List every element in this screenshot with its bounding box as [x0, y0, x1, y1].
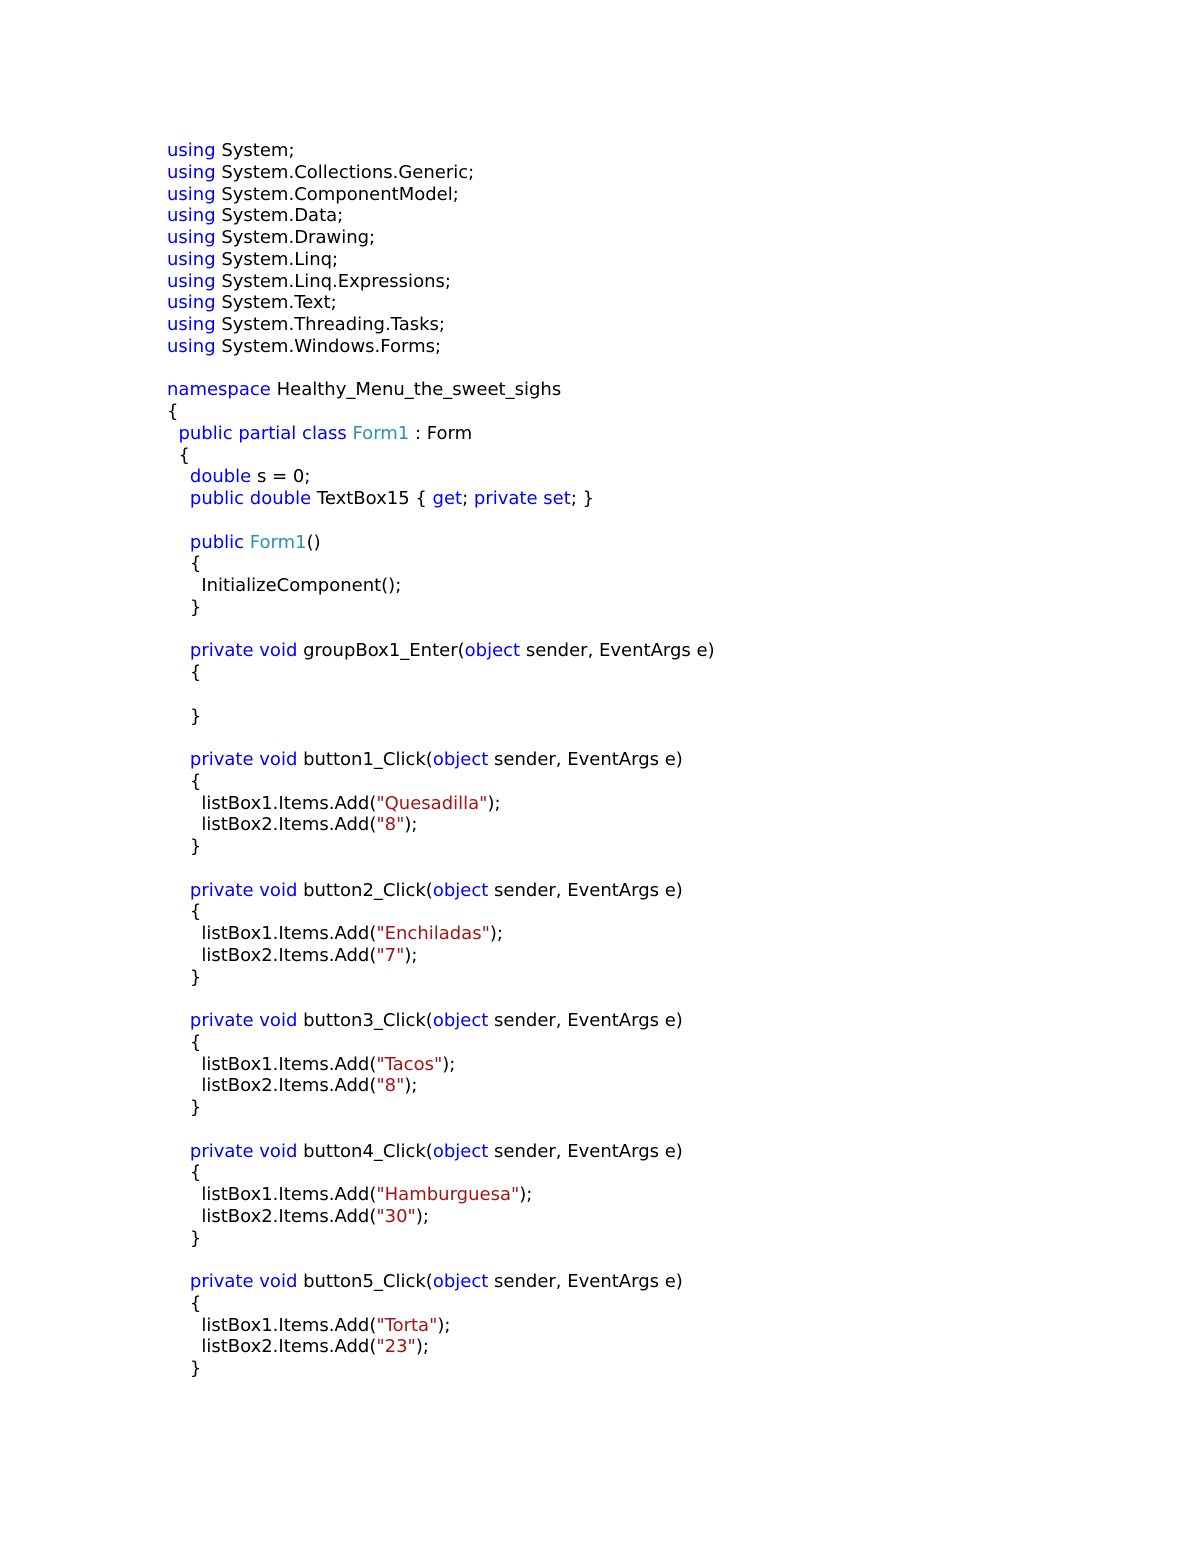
plain-token: TextBox15 {: [311, 488, 433, 509]
code-line: [167, 1184, 715, 1206]
plain-token: {: [167, 1031, 202, 1053]
keyword-token: private: [189, 1271, 254, 1292]
code-line: [167, 1075, 715, 1097]
keyword-token: object: [432, 1140, 489, 1162]
plain-token: listBox1.Items.Add(: [167, 1184, 377, 1205]
plain-token: {: [167, 444, 190, 466]
string-token: "Enchiladas": [376, 923, 490, 944]
code-line: [167, 1054, 715, 1076]
code-line: [167, 1010, 715, 1032]
code-line: [167, 901, 715, 923]
code-line: [167, 814, 715, 836]
plain-token: );: [487, 792, 501, 814]
plain-token: );: [404, 1075, 418, 1097]
code-line: [167, 662, 715, 684]
keyword-token: void: [259, 1010, 298, 1031]
code-line: [167, 1097, 715, 1119]
keyword-token: private: [189, 640, 254, 662]
plain-token: System.Threading.Tasks;: [215, 314, 445, 335]
code-line: [167, 445, 715, 467]
plain-token: button4_Click(: [297, 1140, 433, 1162]
plain-token: [167, 488, 190, 509]
plain-token: sender, EventArgs e): [488, 879, 683, 901]
plain-token: button5_Click(: [297, 1271, 433, 1292]
code-line: [167, 401, 715, 423]
code-line-blank: [167, 727, 715, 749]
code-line: [167, 184, 715, 206]
keyword-token: partial: [238, 422, 297, 444]
plain-token: }: [167, 705, 202, 727]
string-token: "8": [376, 1075, 405, 1097]
code-line: [167, 292, 715, 314]
code-line: [167, 336, 715, 358]
plain-token: );: [415, 1336, 429, 1358]
keyword-token: using: [167, 248, 216, 270]
plain-token: listBox2.Items.Add(: [167, 1336, 377, 1358]
keyword-token: void: [259, 1271, 298, 1292]
plain-token: [167, 423, 178, 444]
plain-token: System.Text;: [215, 292, 337, 314]
keyword-token: object: [432, 879, 489, 901]
plain-token: {: [167, 662, 202, 683]
keyword-token: private: [189, 749, 254, 770]
plain-token: {: [167, 1292, 202, 1314]
keyword-token: object: [464, 640, 521, 662]
keyword-token: using: [167, 227, 216, 248]
keyword-token: using: [167, 314, 216, 335]
code-line: [167, 923, 715, 945]
keyword-token: public: [189, 488, 245, 509]
keyword-token: public: [189, 531, 245, 553]
keyword-token: void: [259, 640, 298, 662]
plain-token: System.Linq;: [215, 248, 339, 270]
keyword-token: namespace: [167, 379, 271, 401]
code-line-blank: [167, 858, 715, 880]
plain-token: ;: [462, 488, 474, 509]
plain-token: System.Drawing;: [215, 227, 376, 248]
code-line: [167, 640, 715, 662]
plain-token: }: [167, 836, 202, 857]
string-token: "Quesadilla": [376, 792, 488, 814]
keyword-token: private: [189, 1140, 254, 1162]
keyword-token: void: [259, 749, 298, 770]
keyword-token: using: [167, 270, 216, 292]
plain-token: }: [167, 1097, 202, 1118]
plain-token: [167, 532, 190, 553]
plain-token: [167, 1010, 190, 1031]
code-line: [167, 1358, 715, 1380]
code-line: [167, 249, 715, 271]
string-token: "23": [376, 1336, 416, 1358]
code-line: [167, 1141, 715, 1163]
string-token: "8": [376, 814, 405, 836]
code-line-blank: [167, 1249, 715, 1271]
keyword-token: object: [432, 1271, 489, 1292]
code-line: [167, 771, 715, 793]
plain-token: System;: [215, 140, 295, 161]
code-line: [167, 532, 715, 554]
keyword-token: using: [167, 205, 216, 227]
plain-token: System.Windows.Forms;: [215, 335, 442, 357]
code-line: [167, 271, 715, 293]
plain-token: {: [167, 901, 202, 923]
keyword-token: using: [167, 161, 216, 183]
code-line: [167, 140, 715, 162]
plain-token: );: [404, 814, 418, 836]
code-line: [167, 379, 715, 401]
code-line: [167, 836, 715, 858]
code-line: [167, 597, 715, 619]
plain-token: }: [167, 1358, 202, 1379]
plain-token: [167, 1271, 190, 1292]
code-line: [167, 880, 715, 902]
plain-token: sender, EventArgs e): [520, 640, 715, 662]
plain-token: System.Collections.Generic;: [215, 161, 475, 183]
plain-token: System.Linq.Expressions;: [215, 270, 451, 292]
code-line: [167, 967, 715, 989]
keyword-token: object: [432, 749, 489, 770]
code-line: [167, 749, 715, 771]
plain-token: button2_Click(: [297, 879, 433, 901]
string-token: "30": [376, 1205, 416, 1227]
plain-token: listBox2.Items.Add(: [167, 1205, 377, 1227]
plain-token: [167, 466, 190, 487]
plain-token: {: [167, 770, 202, 792]
plain-token: {: [167, 401, 179, 422]
plain-token: listBox2.Items.Add(: [167, 944, 377, 966]
plain-token: );: [519, 1184, 533, 1205]
type-token: Form1: [249, 531, 307, 553]
code-line: [167, 706, 715, 728]
code-line: [167, 1271, 715, 1293]
plain-token: listBox1.Items.Add(: [167, 1053, 377, 1075]
plain-token: (): [306, 531, 321, 553]
keyword-token: using: [167, 292, 216, 314]
keyword-token: set: [543, 488, 571, 509]
string-token: "Tacos": [376, 1053, 443, 1075]
keyword-token: using: [167, 335, 216, 357]
plain-token: {: [167, 553, 202, 575]
code-line: [167, 488, 715, 510]
keyword-token: void: [259, 1140, 298, 1162]
code-line: [167, 227, 715, 249]
code-line: [167, 1315, 715, 1337]
plain-token: );: [437, 1314, 451, 1336]
plain-token: button1_Click(: [297, 749, 433, 770]
keyword-token: private: [473, 488, 538, 509]
plain-token: );: [415, 1205, 429, 1227]
code-line: [167, 553, 715, 575]
plain-token: [167, 640, 190, 661]
plain-token: sender, EventArgs e): [488, 1010, 683, 1031]
code-line: [167, 1293, 715, 1315]
code-line-blank: [167, 358, 715, 380]
keyword-token: class: [302, 422, 347, 444]
plain-token: listBox2.Items.Add(: [167, 814, 377, 836]
plain-token: [167, 880, 190, 901]
string-token: "Torta": [376, 1314, 438, 1336]
plain-token: s = 0;: [251, 466, 311, 488]
keyword-token: private: [189, 879, 254, 901]
keyword-token: double: [249, 488, 312, 509]
keyword-token: get: [432, 488, 463, 509]
code-line: [167, 575, 715, 597]
plain-token: listBox2.Items.Add(: [167, 1075, 377, 1097]
plain-token: [167, 1141, 190, 1162]
plain-token: InitializeComponent();: [167, 575, 402, 596]
keyword-token: void: [259, 879, 298, 901]
code-line: [167, 1162, 715, 1184]
plain-token: }: [167, 966, 202, 988]
code-line: [167, 466, 715, 488]
plain-token: listBox1.Items.Add(: [167, 923, 377, 944]
code-line-blank: [167, 510, 715, 532]
plain-token: );: [489, 923, 503, 944]
plain-token: sender, EventArgs e): [488, 1140, 683, 1162]
plain-token: );: [442, 1053, 456, 1075]
keyword-token: double: [189, 466, 252, 488]
code-line-blank: [167, 619, 715, 641]
keyword-token: object: [432, 1010, 489, 1031]
keyword-token: using: [167, 183, 216, 205]
plain-token: }: [167, 1227, 202, 1249]
string-token: "Hamburguesa": [376, 1184, 520, 1205]
plain-token: sender, EventArgs e): [488, 749, 683, 770]
code-line: [167, 1206, 715, 1228]
type-token: Form1: [352, 422, 410, 444]
keyword-token: public: [178, 422, 233, 444]
code-line: [167, 162, 715, 184]
code-line: [167, 423, 715, 445]
plain-token: );: [404, 944, 418, 966]
code-line: [167, 1228, 715, 1250]
plain-token: button3_Click(: [297, 1010, 433, 1031]
code-line-blank: [167, 684, 715, 706]
code-line: [167, 205, 715, 227]
plain-token: }: [167, 596, 202, 618]
plain-token: groupBox1_Enter(: [297, 640, 465, 662]
keyword-token: using: [167, 140, 216, 161]
plain-token: [167, 749, 190, 770]
code-line: [167, 793, 715, 815]
code-listing: [167, 140, 715, 1380]
plain-token: System.Data;: [215, 205, 344, 227]
plain-token: : Form: [409, 422, 473, 444]
plain-token: listBox1.Items.Add(: [167, 1314, 377, 1336]
string-token: "7": [376, 944, 405, 966]
plain-token: ; }: [570, 488, 595, 509]
code-line-blank: [167, 1119, 715, 1141]
code-line: [167, 945, 715, 967]
plain-token: sender, EventArgs e): [488, 1271, 683, 1292]
code-line: [167, 1336, 715, 1358]
code-line-blank: [167, 988, 715, 1010]
code-line: [167, 314, 715, 336]
plain-token: System.ComponentModel;: [215, 183, 459, 205]
plain-token: Healthy_Menu_the_sweet_sighs: [270, 379, 562, 401]
plain-token: listBox1.Items.Add(: [167, 792, 377, 814]
code-line: [167, 1032, 715, 1054]
plain-token: {: [167, 1162, 202, 1184]
keyword-token: private: [189, 1010, 254, 1031]
